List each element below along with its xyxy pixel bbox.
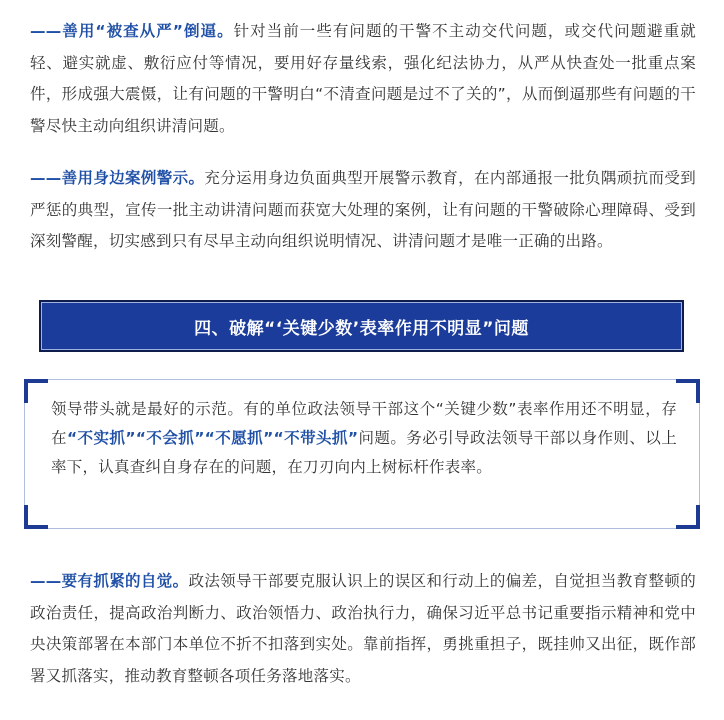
- paragraph-lead: ——善用身边案例警示。: [30, 169, 205, 187]
- quote-box: [24, 379, 700, 529]
- section-heading-banner: [39, 300, 684, 352]
- paragraph-lead: ——善用“被查从严”倒逼。: [30, 22, 234, 40]
- quote-part: 问题。务必引导政法领导干部以身作则、以上率下，认真查纠自身存在的问题，在刀刃向内上树标杆作表率。: [51, 429, 677, 476]
- paragraph-self-awareness: [30, 566, 696, 692]
- paragraph-body: 充分运用身边负面典型开展警示教育，在内部通报一批负隅顽抗而受到严惩的典型，宣传一批主动讲清问题而获宽大处理的案例，让有问题的干警破除心理障碍、受到深刻警醒，切实感到只有尽早主动向组织说明情况、讲清问题才是唯一正确的出路。: [30, 169, 696, 250]
- paragraph-pressure: [30, 16, 696, 142]
- corner-bracket: [24, 505, 48, 529]
- paragraph-warning-cases: [30, 163, 696, 258]
- section-heading-text: 四、破解“‘关键少数’表率作用不明显”问题: [194, 318, 529, 339]
- paragraph-body: 政法领导干部要克服认识上的误区和行动上的偏差，自觉担当教育整顿的政治责任，提高政治判断力、政治领悟力、政治执行力，确保习近平总书记重要指示精神和党中央决策部署在本部门本单位不折不扣落到实处。靠前指挥，勇挑重担子，既挂帅又出征，既作部署又抓落实，推动教育整顿各项任务落地落实。: [30, 572, 696, 685]
- corner-bracket: [676, 505, 700, 529]
- quote-text: [51, 395, 677, 482]
- quote-part: 领导带头就是最好的示范。有的单位政法领导干部这个“关键少数”表率作用还不明显，存在: [51, 400, 677, 447]
- paragraph-lead: ——要有抓紧的自觉。: [30, 572, 189, 590]
- quote-highlight: “不实抓”“不会抓”“不愿抓”“不带头抓”: [66, 429, 359, 447]
- corner-bracket: [676, 379, 700, 403]
- corner-bracket: [24, 379, 48, 403]
- paragraph-body: 针对当前一些有问题的干警不主动交代问题，或交代问题避重就轻、避实就虚、敷衍应付等情况，要用好存量线索，强化纪法协力，从严从快查处一批重点案件，形成强大震慑，让有问题的干警明白“不清查问题是过不了关的”，从而倒逼那些有问题的干警尽快主动向组织讲清问题。: [30, 22, 696, 135]
